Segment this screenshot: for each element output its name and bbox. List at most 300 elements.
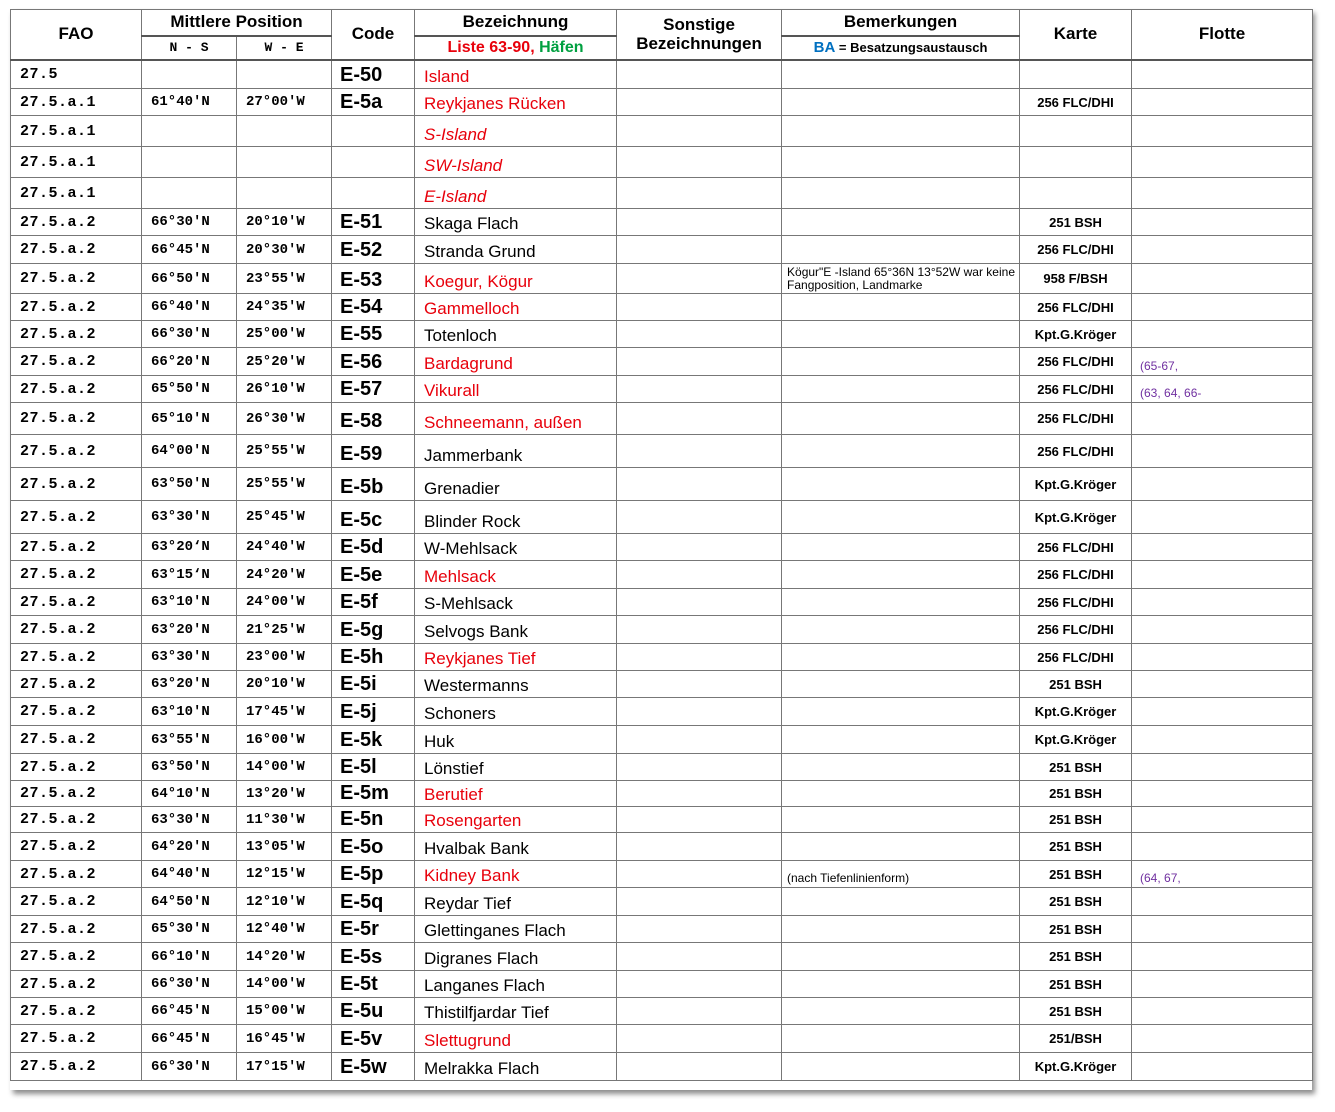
- row-sonstige: [617, 89, 782, 116]
- row-bezeichnung: Mehlsack: [415, 561, 617, 589]
- row-karte: Kpt.G.Kröger: [1020, 1053, 1132, 1081]
- row-code: E-5r: [332, 916, 415, 943]
- row-flotte: [1132, 294, 1313, 321]
- row-karte: 256 FLC/DHI: [1020, 403, 1132, 435]
- row-bemerkungen: [782, 671, 1020, 698]
- row-bezeichnung: Kidney Bank: [415, 861, 617, 888]
- row-code: E-57: [332, 376, 415, 403]
- row-fao: 27.5.a.2: [11, 236, 142, 264]
- row-flotte: [1132, 943, 1313, 971]
- row-fao: 27.5.a.2: [11, 726, 142, 754]
- row-fao: 27.5.a.2: [11, 209, 142, 236]
- row-code: E-54: [332, 294, 415, 321]
- row-code: E-5e: [332, 561, 415, 589]
- row-bezeichnung: Island: [415, 60, 617, 89]
- row-we: 26°10′W: [237, 376, 332, 403]
- row-fao: 27.5.a.2: [11, 833, 142, 861]
- row-fao: 27.5.a.2: [11, 916, 142, 943]
- row-bemerkungen: [782, 561, 1020, 589]
- row-sonstige: [617, 321, 782, 348]
- row-bezeichnung: Reykjanes Rücken: [415, 89, 617, 116]
- row-bezeichnung: S-Island: [415, 116, 617, 147]
- row-flotte: [1132, 971, 1313, 998]
- row-fao: 27.5.a.2: [11, 321, 142, 348]
- row-karte: 256 FLC/DHI: [1020, 534, 1132, 561]
- row-sonstige: [617, 644, 782, 671]
- row-flotte: [1132, 501, 1313, 534]
- row-code: E-5f: [332, 589, 415, 616]
- row-ns: [142, 147, 237, 178]
- row-flotte: [1132, 781, 1313, 807]
- row-we: 20°10′W: [237, 671, 332, 698]
- row-bezeichnung: Koegur, Kögur: [415, 264, 617, 294]
- row-bemerkungen: [782, 971, 1020, 998]
- row-bezeichnung: Schneemann, außen: [415, 403, 617, 435]
- table-row: [11, 833, 1313, 861]
- row-we: 12°15′W: [237, 861, 332, 888]
- row-bemerkungen: [782, 501, 1020, 534]
- ba-label: BA: [813, 39, 836, 56]
- table-body: [11, 60, 1313, 1081]
- header-flotte: Flotte: [1132, 10, 1313, 60]
- row-we: 15°00′W: [237, 998, 332, 1025]
- table-row: [11, 916, 1313, 943]
- row-we: 11°30′W: [237, 807, 332, 833]
- row-fao: 27.5.a.2: [11, 644, 142, 671]
- row-we: 14°20′W: [237, 943, 332, 971]
- table-row: [11, 1025, 1313, 1053]
- row-ns: 63°30′N: [142, 644, 237, 671]
- row-fao: 27.5.a.2: [11, 1025, 142, 1053]
- row-code: E-5a: [332, 89, 415, 116]
- row-bemerkungen: [782, 294, 1020, 321]
- row-karte: 251 BSH: [1020, 998, 1132, 1025]
- row-we: 20°10′W: [237, 209, 332, 236]
- row-flotte: [1132, 321, 1313, 348]
- header-code: Code: [332, 10, 415, 60]
- row-flotte: [1132, 998, 1313, 1025]
- row-code: E-56: [332, 348, 415, 376]
- row-bezeichnung: Bardagrund: [415, 348, 617, 376]
- row-ns: 63°10′N: [142, 698, 237, 726]
- row-karte: 256 FLC/DHI: [1020, 376, 1132, 403]
- row-code: E-5m: [332, 781, 415, 807]
- table-row: [11, 376, 1313, 403]
- row-fao: 27.5.a.2: [11, 616, 142, 644]
- row-flotte: [1132, 468, 1313, 501]
- row-ns: [142, 178, 237, 209]
- table-row: [11, 209, 1313, 236]
- row-fao: 27.5: [11, 60, 142, 89]
- haefen-label: Häfen: [539, 38, 584, 56]
- header-karte: Karte: [1020, 10, 1132, 60]
- row-ns: 64°00′N: [142, 435, 237, 468]
- row-code: E-5i: [332, 671, 415, 698]
- row-bemerkungen: [782, 236, 1020, 264]
- header-bezeichnung: Bezeichnung: [415, 10, 617, 36]
- row-fao: 27.5.a.2: [11, 1053, 142, 1081]
- row-fao: 27.5.a.2: [11, 998, 142, 1025]
- row-ns: 66°20′N: [142, 348, 237, 376]
- table-row: [11, 807, 1313, 833]
- row-sonstige: [617, 403, 782, 435]
- row-sonstige: [617, 726, 782, 754]
- row-bemerkungen: [782, 435, 1020, 468]
- row-code: E-5u: [332, 998, 415, 1025]
- row-flotte: [1132, 833, 1313, 861]
- row-bezeichnung: Berutief: [415, 781, 617, 807]
- table-row: [11, 971, 1313, 998]
- fishing-grounds-table: [10, 9, 1313, 1081]
- row-flotte: [1132, 644, 1313, 671]
- row-flotte: [1132, 60, 1313, 89]
- row-bemerkungen: [782, 916, 1020, 943]
- table-row: [11, 60, 1313, 89]
- row-bezeichnung: Selvogs Bank: [415, 616, 617, 644]
- row-karte: 256 FLC/DHI: [1020, 589, 1132, 616]
- row-sonstige: [617, 589, 782, 616]
- table-row: [11, 781, 1313, 807]
- row-sonstige: [617, 236, 782, 264]
- row-karte: [1020, 116, 1132, 147]
- row-bemerkungen: [782, 589, 1020, 616]
- row-sonstige: [617, 561, 782, 589]
- row-flotte: [1132, 916, 1313, 943]
- row-bezeichnung: Schoners: [415, 698, 617, 726]
- table-row: [11, 754, 1313, 781]
- row-ns: 63°20‘N: [142, 534, 237, 561]
- row-flotte: [1132, 754, 1313, 781]
- header-fao: FAO: [11, 10, 142, 60]
- row-sonstige: [617, 888, 782, 916]
- row-code: E-5j: [332, 698, 415, 726]
- row-karte: 251 BSH: [1020, 861, 1132, 888]
- row-karte: [1020, 147, 1132, 178]
- row-fao: 27.5.a.2: [11, 294, 142, 321]
- row-ns: 63°30′N: [142, 501, 237, 534]
- row-sonstige: [617, 1025, 782, 1053]
- table-row: [11, 671, 1313, 698]
- row-sonstige: [617, 348, 782, 376]
- row-bemerkungen: [782, 468, 1020, 501]
- row-sonstige: [617, 209, 782, 236]
- row-bezeichnung: E-Island: [415, 178, 617, 209]
- row-ns: 63°55′N: [142, 726, 237, 754]
- row-flotte: [1132, 178, 1313, 209]
- row-bezeichnung: Stranda Grund: [415, 236, 617, 264]
- row-ns: 66°45′N: [142, 998, 237, 1025]
- row-karte: 251 BSH: [1020, 971, 1132, 998]
- row-fao: 27.5.a.2: [11, 376, 142, 403]
- table-row: [11, 616, 1313, 644]
- row-karte: 256 FLC/DHI: [1020, 435, 1132, 468]
- row-ns: 66°30′N: [142, 971, 237, 998]
- row-ns: 61°40′N: [142, 89, 237, 116]
- header-mittlere-position: Mittlere Position: [142, 10, 332, 36]
- table-row: [11, 116, 1313, 147]
- table-row: [11, 726, 1313, 754]
- header-ba: [782, 36, 1020, 60]
- row-sonstige: [617, 754, 782, 781]
- table-row: [11, 147, 1313, 178]
- row-code: E-52: [332, 236, 415, 264]
- row-fao: 27.5.a.2: [11, 561, 142, 589]
- row-fao: 27.5.a.2: [11, 435, 142, 468]
- row-flotte: [1132, 147, 1313, 178]
- row-we: 16°45′W: [237, 1025, 332, 1053]
- row-karte: [1020, 178, 1132, 209]
- row-fao: 27.5.a.2: [11, 888, 142, 916]
- row-bezeichnung: Thistilfjardar Tief: [415, 998, 617, 1025]
- row-sonstige: [617, 971, 782, 998]
- row-sonstige: [617, 60, 782, 89]
- header-liste: [415, 36, 617, 60]
- row-sonstige: [617, 833, 782, 861]
- row-code: E-5n: [332, 807, 415, 833]
- row-fao: 27.5.a.2: [11, 698, 142, 726]
- row-bezeichnung: Grenadier: [415, 468, 617, 501]
- row-flotte: [1132, 561, 1313, 589]
- row-flotte: [1132, 89, 1313, 116]
- row-flotte: [1132, 888, 1313, 916]
- row-ns: 66°40′N: [142, 294, 237, 321]
- row-fao: 27.5.a.1: [11, 116, 142, 147]
- row-code: E-5o: [332, 833, 415, 861]
- row-bemerkungen: [782, 116, 1020, 147]
- table-row: [11, 468, 1313, 501]
- row-sonstige: [617, 178, 782, 209]
- document-page: [10, 9, 1312, 1090]
- table-row: [11, 501, 1313, 534]
- row-bemerkungen: [782, 781, 1020, 807]
- row-sonstige: [617, 1053, 782, 1081]
- row-sonstige: [617, 147, 782, 178]
- row-sonstige: [617, 943, 782, 971]
- row-ns: 66°45′N: [142, 1025, 237, 1053]
- row-sonstige: [617, 916, 782, 943]
- header-we: W - E: [237, 36, 332, 60]
- row-we: 25°00′W: [237, 321, 332, 348]
- row-karte: Kpt.G.Kröger: [1020, 726, 1132, 754]
- row-ns: 66°10′N: [142, 943, 237, 971]
- row-we: 25°55′W: [237, 468, 332, 501]
- row-ns: 63°15‘N: [142, 561, 237, 589]
- row-code: E-5g: [332, 616, 415, 644]
- row-bezeichnung: Lönstief: [415, 754, 617, 781]
- row-flotte: [1132, 807, 1313, 833]
- row-bemerkungen: [782, 147, 1020, 178]
- row-fao: 27.5.a.2: [11, 501, 142, 534]
- row-flotte: [1132, 589, 1313, 616]
- row-bemerkungen: [782, 616, 1020, 644]
- row-ns: [142, 116, 237, 147]
- row-fao: 27.5.a.1: [11, 147, 142, 178]
- row-code: [332, 116, 415, 147]
- row-ns: 66°50′N: [142, 264, 237, 294]
- row-bezeichnung: Blinder Rock: [415, 501, 617, 534]
- row-bemerkungen: [782, 807, 1020, 833]
- row-karte: 251 BSH: [1020, 671, 1132, 698]
- liste-label: Liste 63-90,: [447, 38, 535, 56]
- row-karte: 256 FLC/DHI: [1020, 236, 1132, 264]
- row-bemerkungen: [782, 726, 1020, 754]
- row-we: [237, 178, 332, 209]
- row-karte: 251 BSH: [1020, 916, 1132, 943]
- row-bezeichnung: Totenloch: [415, 321, 617, 348]
- row-fao: 27.5.a.2: [11, 943, 142, 971]
- row-we: 24°00′W: [237, 589, 332, 616]
- row-ns: 66°30′N: [142, 321, 237, 348]
- row-flotte: [1132, 616, 1313, 644]
- row-ns: 63°20′N: [142, 616, 237, 644]
- row-flotte: [1132, 403, 1313, 435]
- row-code: E-5s: [332, 943, 415, 971]
- row-code: E-5p: [332, 861, 415, 888]
- row-bemerkungen: [782, 376, 1020, 403]
- row-fao: 27.5.a.2: [11, 348, 142, 376]
- table-row: [11, 236, 1313, 264]
- row-flotte: [1132, 671, 1313, 698]
- row-bezeichnung: Jammerbank: [415, 435, 617, 468]
- row-code: E-55: [332, 321, 415, 348]
- table-row: [11, 561, 1313, 589]
- row-ns: 63°10′N: [142, 589, 237, 616]
- table-row: [11, 644, 1313, 671]
- row-sonstige: [617, 294, 782, 321]
- row-bezeichnung: Vikurall: [415, 376, 617, 403]
- row-sonstige: [617, 781, 782, 807]
- row-we: 24°35′W: [237, 294, 332, 321]
- row-fao: 27.5.a.2: [11, 534, 142, 561]
- row-bezeichnung: Hvalbak Bank: [415, 833, 617, 861]
- row-code: E-5d: [332, 534, 415, 561]
- row-we: 14°00′W: [237, 754, 332, 781]
- row-bemerkungen: [782, 998, 1020, 1025]
- row-bezeichnung: Reydar Tief: [415, 888, 617, 916]
- row-sonstige: [617, 264, 782, 294]
- table-row: [11, 178, 1313, 209]
- row-bezeichnung: Langanes Flach: [415, 971, 617, 998]
- row-code: E-5w: [332, 1053, 415, 1081]
- row-we: [237, 60, 332, 89]
- header-sonstige: Sonstige Bezeichnungen: [617, 10, 782, 60]
- row-we: 12°10′W: [237, 888, 332, 916]
- row-we: 12°40′W: [237, 916, 332, 943]
- row-we: 17°45′W: [237, 698, 332, 726]
- row-ns: 66°45′N: [142, 236, 237, 264]
- row-code: [332, 147, 415, 178]
- row-bemerkungen: [782, 943, 1020, 971]
- row-we: 25°55′W: [237, 435, 332, 468]
- row-sonstige: [617, 468, 782, 501]
- row-fao: 27.5.a.2: [11, 264, 142, 294]
- row-code: E-5q: [332, 888, 415, 916]
- row-ns: 65°50′N: [142, 376, 237, 403]
- row-sonstige: [617, 435, 782, 468]
- table-row: [11, 264, 1313, 294]
- row-bemerkungen: [782, 178, 1020, 209]
- row-code: E-58: [332, 403, 415, 435]
- row-karte: 251 BSH: [1020, 781, 1132, 807]
- row-karte: 256 FLC/DHI: [1020, 294, 1132, 321]
- row-karte: 251 BSH: [1020, 833, 1132, 861]
- row-bezeichnung: Skaga Flach: [415, 209, 617, 236]
- table-row: [11, 294, 1313, 321]
- row-karte: 256 FLC/DHI: [1020, 348, 1132, 376]
- row-bezeichnung: Gammelloch: [415, 294, 617, 321]
- row-flotte: [1132, 698, 1313, 726]
- row-we: 27°00′W: [237, 89, 332, 116]
- row-we: 17°15′W: [237, 1053, 332, 1081]
- row-ns: 66°30′N: [142, 209, 237, 236]
- row-karte: 251 BSH: [1020, 807, 1132, 833]
- row-flotte: [1132, 116, 1313, 147]
- row-bemerkungen: [782, 888, 1020, 916]
- row-bemerkungen: [782, 60, 1020, 89]
- row-code: E-59: [332, 435, 415, 468]
- row-we: 24°20′W: [237, 561, 332, 589]
- row-code: E-51: [332, 209, 415, 236]
- row-bemerkungen: [782, 1053, 1020, 1081]
- row-flotte: [1132, 209, 1313, 236]
- row-sonstige: [617, 376, 782, 403]
- row-flotte: [1132, 1053, 1313, 1081]
- row-bemerkungen: [782, 534, 1020, 561]
- table-row: [11, 1053, 1313, 1081]
- row-bemerkungen: [782, 833, 1020, 861]
- row-sonstige: [617, 861, 782, 888]
- row-flotte: [1132, 726, 1313, 754]
- row-fao: 27.5.a.2: [11, 861, 142, 888]
- row-sonstige: [617, 616, 782, 644]
- header-bemerkungen: Bemerkungen: [782, 10, 1020, 36]
- row-bezeichnung: Westermanns: [415, 671, 617, 698]
- row-bemerkungen: [782, 348, 1020, 376]
- row-karte: Kpt.G.Kröger: [1020, 501, 1132, 534]
- table-row: [11, 589, 1313, 616]
- row-ns: 64°50′N: [142, 888, 237, 916]
- row-ns: [142, 60, 237, 89]
- row-we: 13°20′W: [237, 781, 332, 807]
- table-row: [11, 943, 1313, 971]
- row-flotte: [1132, 1025, 1313, 1053]
- row-sonstige: [617, 116, 782, 147]
- row-code: E-53: [332, 264, 415, 294]
- row-ns: 64°40′N: [142, 861, 237, 888]
- row-ns: 65°10′N: [142, 403, 237, 435]
- row-code: [332, 178, 415, 209]
- row-ns: 65°30′N: [142, 916, 237, 943]
- row-karte: 251 BSH: [1020, 209, 1132, 236]
- row-bezeichnung: S-Mehlsack: [415, 589, 617, 616]
- row-ns: 64°10′N: [142, 781, 237, 807]
- row-sonstige: [617, 698, 782, 726]
- row-code: E-5h: [332, 644, 415, 671]
- row-bezeichnung: W-Mehlsack: [415, 534, 617, 561]
- table-row: [11, 348, 1313, 376]
- row-we: 13°05′W: [237, 833, 332, 861]
- row-code: E-5v: [332, 1025, 415, 1053]
- row-karte: 256 FLC/DHI: [1020, 561, 1132, 589]
- row-karte: 251/BSH: [1020, 1025, 1132, 1053]
- row-we: 24°40′W: [237, 534, 332, 561]
- table-row: [11, 89, 1313, 116]
- row-bezeichnung: Digranes Flach: [415, 943, 617, 971]
- table-row: [11, 321, 1313, 348]
- row-fao: 27.5.a.2: [11, 781, 142, 807]
- row-bezeichnung: Slettugrund: [415, 1025, 617, 1053]
- row-karte: 256 FLC/DHI: [1020, 89, 1132, 116]
